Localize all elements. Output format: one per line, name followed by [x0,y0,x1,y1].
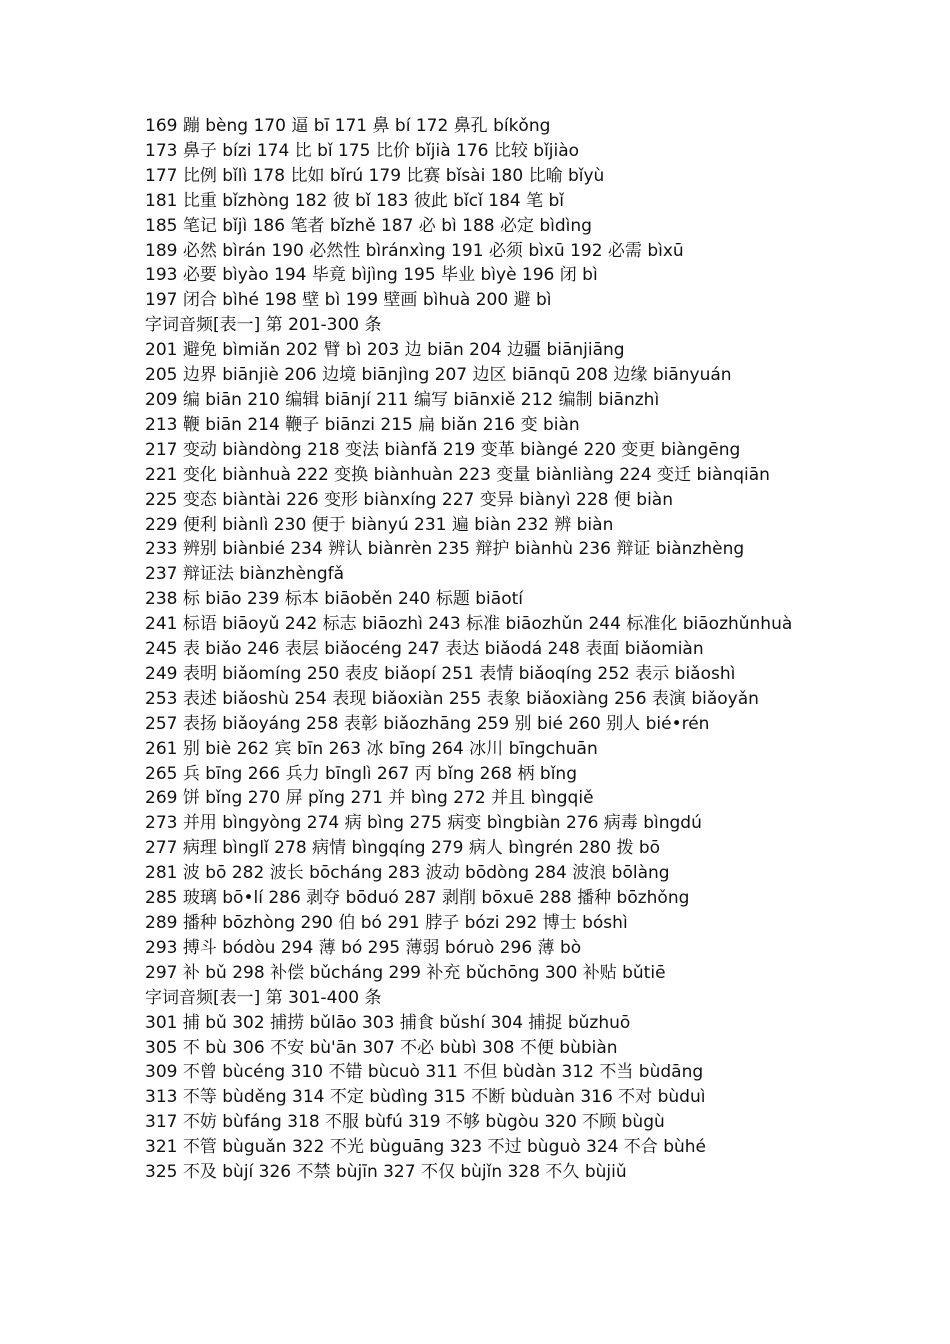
vocab-line: 238 标 biāo 239 标本 biāoběn 240 标题 biāotí [145,589,523,610]
vocab-line: 225 变态 biàntài 226 变形 biànxíng 227 变异 biànyì 228 便 biàn [145,489,673,510]
vocab-line: 273 并用 bìngyòng 274 病 bìng 275 病变 bìngbiàn 276 病毒 bìngdú [145,813,702,834]
vocab-line: 261 别 biè 262 宾 bīn 263 冰 bīng 264 冰川 bīngchuān [145,738,598,759]
document-page [145,114,810,1185]
vocab-line: 321 不管 bùguǎn 322 不光 bùguāng 323 不过 bùguò 324 不合 bùhé [145,1137,706,1158]
vocab-line: 317 不妨 bùfáng 318 不服 bùfú 319 不够 bùgòu 320 不顾 bùgù [145,1112,665,1133]
vocab-line: 189 必然 bìrán 190 必然性 bìránxìng 191 必须 bìxū 192 必需 bìxū [145,240,684,261]
vocab-line: 257 表扬 biǎoyáng 258 表彰 biǎozhāng 259 别 bié 260 别人 bié•rén [145,713,710,734]
vocab-line: 201 避免 bìmiǎn 202 臂 bì 203 边 biān 204 边疆 biānjiāng [145,340,625,361]
vocab-line: 325 不及 bùjí 326 不禁 bùjīn 327 不仅 bùjǐn 328 不久 bùjiǔ [145,1162,627,1183]
vocab-line: 293 搏斗 bódòu 294 薄 bó 295 薄弱 bóruò 296 薄 bò [145,937,582,958]
vocab-line: 217 变动 biàndòng 218 变法 biànfǎ 219 变革 biàngé 220 变更 biàngēng [145,439,741,460]
vocab-line: 289 播种 bōzhòng 290 伯 bó 291 脖子 bózi 292 博士 bóshì [145,913,628,933]
vocab-line: 169 蹦 bèng 170 逼 bī 171 鼻 bí 172 鼻孔 bíkǒng [145,116,551,136]
vocab-line: 301 捕 bǔ 302 捕捞 bǔlāo 303 捕食 bǔshí 304 捕捉 bǔzhuō [145,1012,631,1033]
vocab-line: 265 兵 bīng 266 兵力 bīnglì 267 丙 bǐng 268 柄 bǐng [145,763,577,784]
vocab-line: 185 笔记 bǐjì 186 笔者 bǐzhě 187 必 bì 188 必定 bìdìng [145,215,592,236]
vocab-line: 285 玻璃 bō•lí 286 剥夺 bōduó 287 剥削 bōxuē 288 播种 bōzhǒng [145,888,690,909]
vocab-line: 309 不曾 bùcéng 310 不错 bùcuò 311 不但 bùdàn 312 不当 bùdāng [145,1062,704,1083]
vocab-line: 213 鞭 biān 214 鞭子 biānzi 215 扁 biǎn 216 变 biàn [145,414,580,435]
vocab-line: 209 编 biān 210 编辑 biānjí 211 编写 biānxiě 212 编制 biānzhì [145,389,660,410]
vocab-line: 205 边界 biānjiè 206 边境 biānjìng 207 边区 biānqū 208 边缘 biānyuán [145,365,732,386]
vocab-line: 297 补 bǔ 298 补偿 bǔcháng 299 补充 bǔchōng 300 补贴 bǔtiē [145,962,666,983]
vocab-line: 181 比重 bǐzhòng 182 彼 bǐ 183 彼此 bǐcǐ 184 笔 bǐ [145,190,565,211]
vocab-line: 233 辨别 biànbié 234 辨认 biànrèn 235 辩护 biànhù 236 辩证 biànzhèng [145,539,745,560]
vocab-line: 229 便利 biànlì 230 便于 biànyú 231 遍 biàn 232 辨 biàn [145,514,614,535]
vocab-line: 245 表 biǎo 246 表层 biǎocéng 247 表达 biǎodá 248 表面 biǎomiàn [145,639,704,660]
vocab-line: 173 鼻子 bízi 174 比 bǐ 175 比价 bǐjià 176 比较 bǐjiào [145,140,580,161]
vocab-line-wrapped: 241 标语 biāoyǔ 242 标志 biāozhì 243 标准 biāozhǔn 244 标准化 biāozhǔnhuà [145,614,793,635]
vocab-line: 313 不等 bùděng 314 不定 bùdìng 315 不断 bùduàn 316 不对 bùduì [145,1087,706,1108]
vocab-line: 269 饼 bǐng 270 屏 pǐng 271 并 bìng 272 并且 bìngqiě [145,788,594,809]
vocab-line: 277 病理 bìnglǐ 278 病情 bìngqíng 279 病人 bìngrén 280 拨 bō [145,838,661,859]
vocab-line: 221 变化 biànhuà 222 变换 biànhuàn 223 变量 biànliàng 224 变迁 biànqiān [145,464,770,485]
vocab-line: 281 波 bō 282 波长 bōcháng 283 波动 bōdòng 284 波浪 bōlàng [145,863,670,884]
vocab-line: 237 辩证法 biànzhèngfǎ [145,564,345,585]
vocab-line: 193 必要 bìyào 194 毕竟 bìjìng 195 毕业 bìyè 196 闭 bì [145,265,598,286]
vocab-line: 249 表明 biǎomíng 250 表皮 biǎopí 251 表情 biǎoqíng 252 表示 biǎoshì [145,663,736,684]
vocab-line: 197 闭合 bìhé 198 壁 bì 199 壁画 bìhuà 200 避 bì [145,290,552,311]
vocab-line: 305 不 bù 306 不安 bù'ān 307 不必 bùbì 308 不便 bùbiàn [145,1037,618,1058]
vocab-line: 177 比例 bǐlì 178 比如 bǐrú 179 比赛 bǐsài 180 比喻 bǐyù [145,165,605,186]
vocab-line: 253 表述 biǎoshù 254 表现 biǎoxiàn 255 表象 biǎoxiàng 256 表演 biǎoyǎn [145,688,759,709]
section-heading: 字词音频[表一] 第 201-300 条 [145,315,382,336]
section-heading: 字词音频[表一] 第 301-400 条 [145,987,382,1008]
